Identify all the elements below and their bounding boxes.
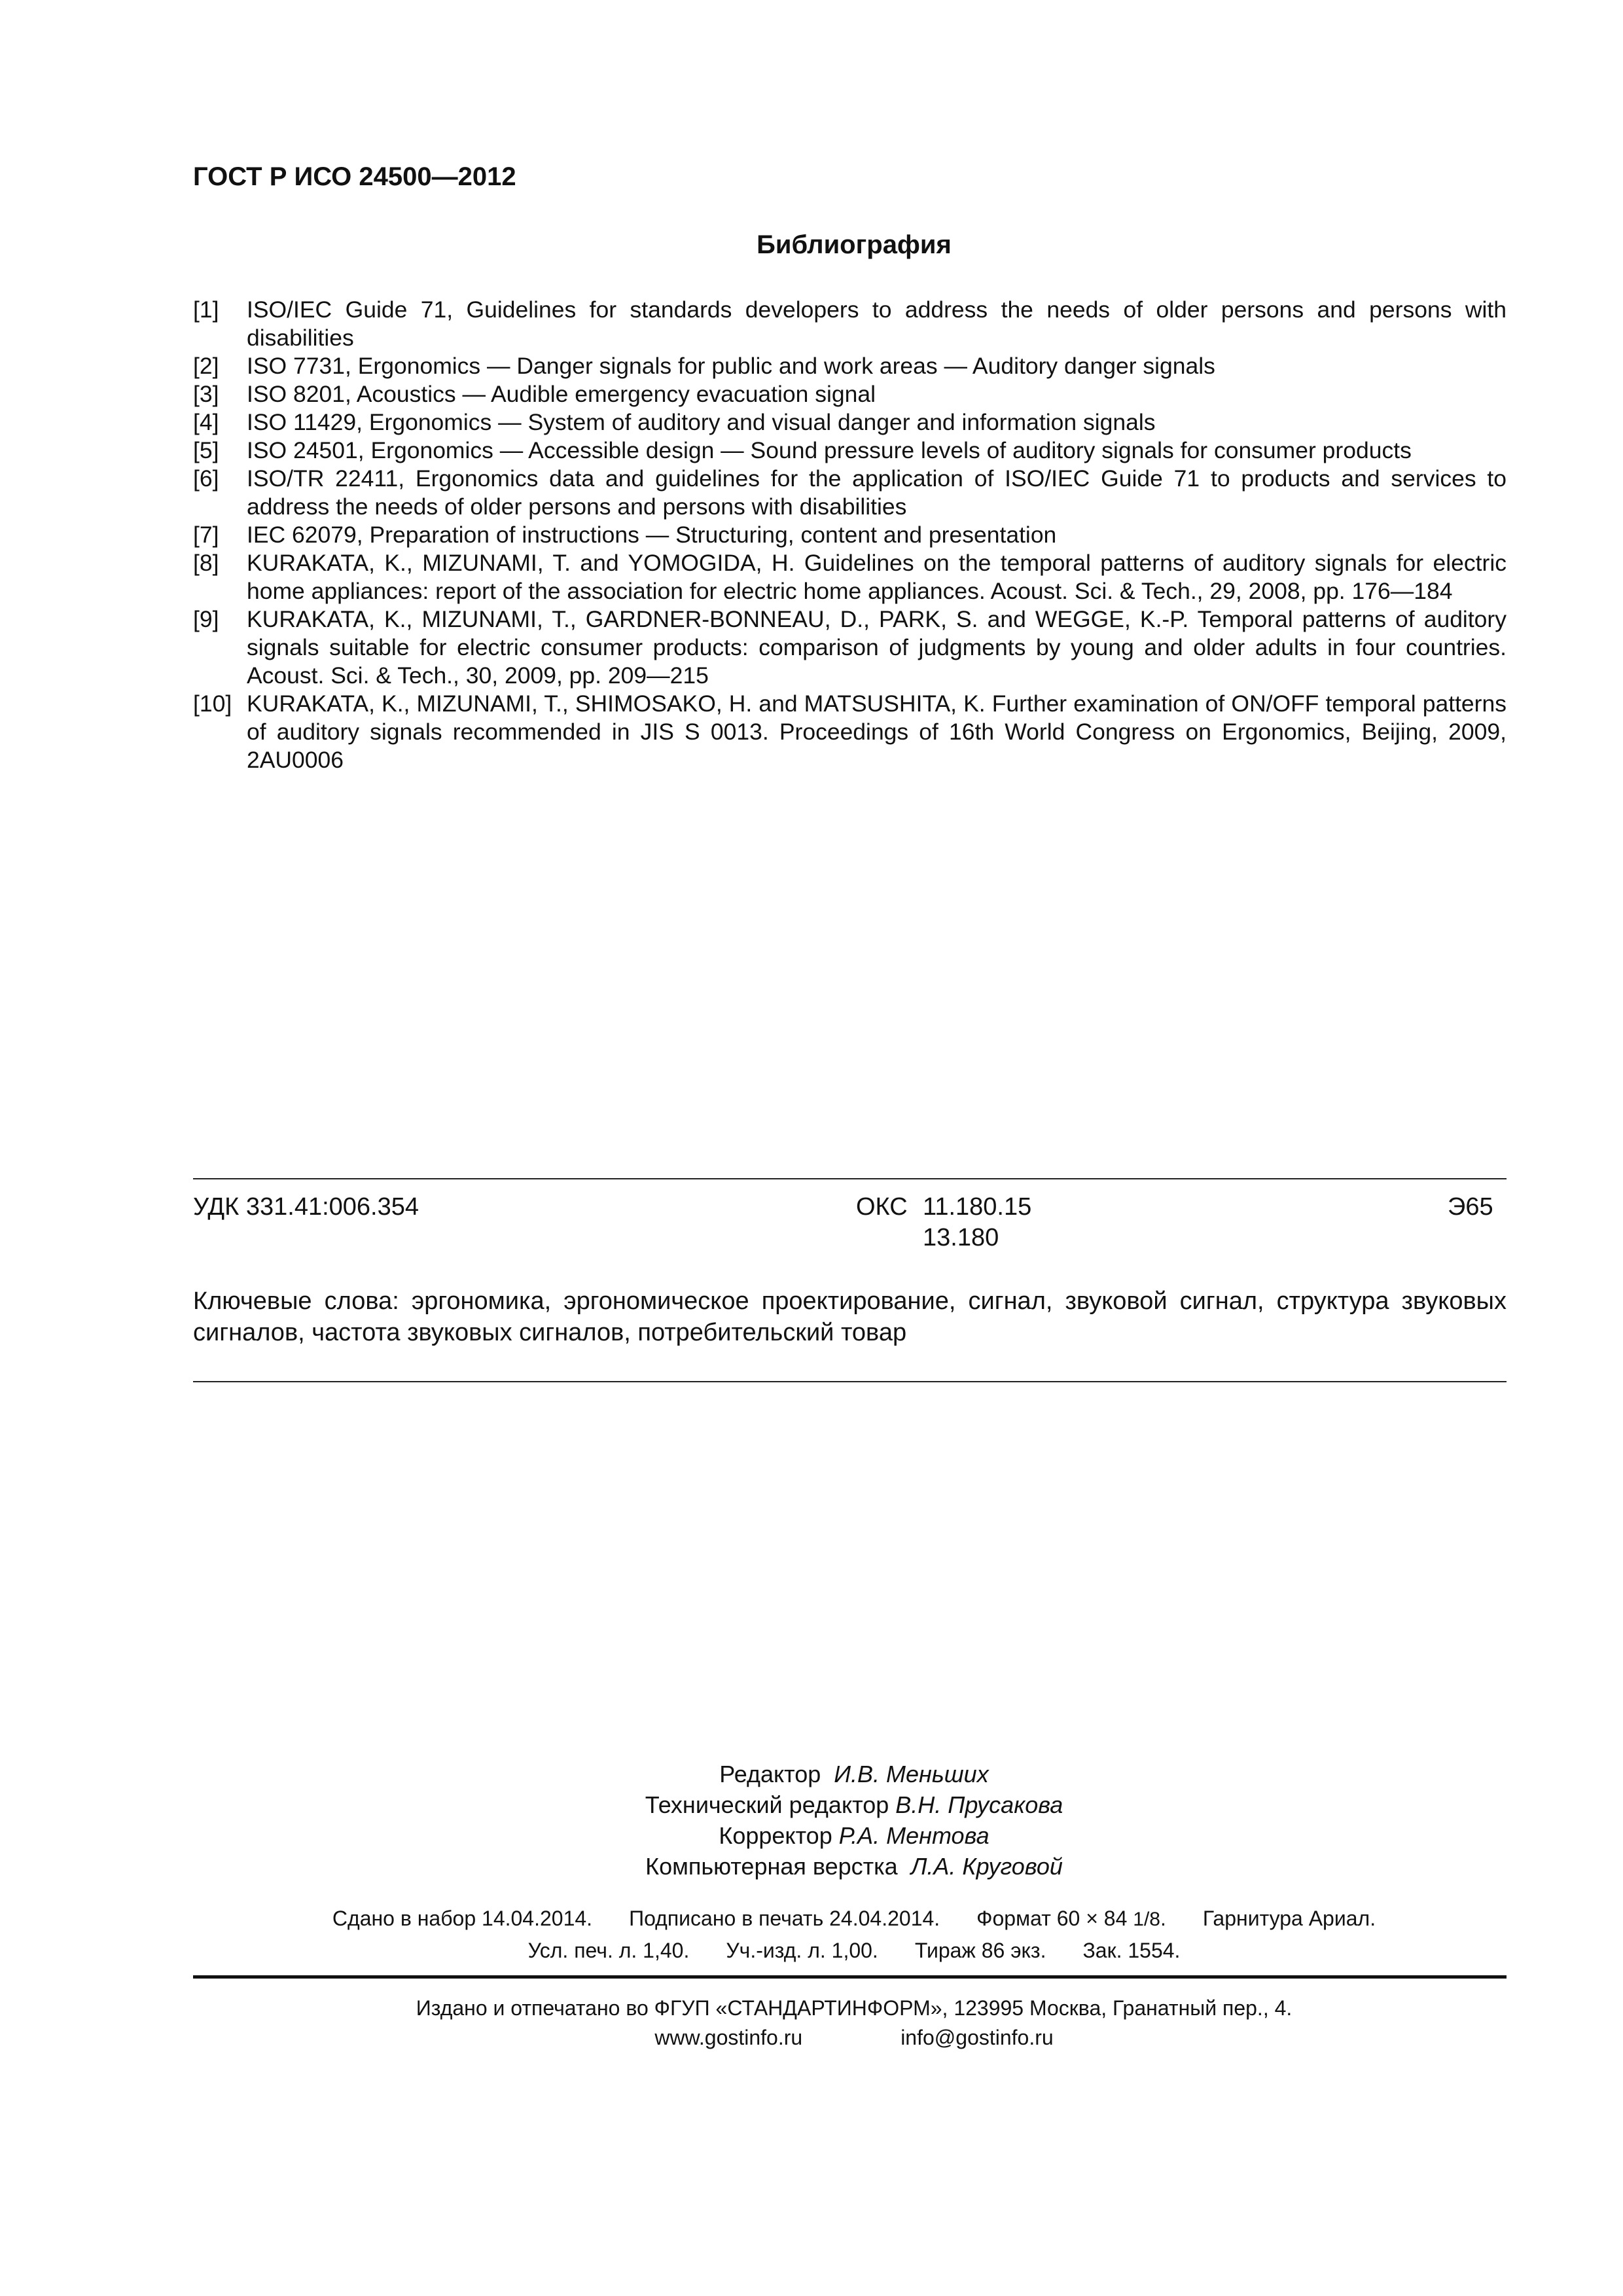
bibliography-item [193, 380, 1507, 408]
print-sheets: Усл. печ. л. 1,40. [527, 1939, 690, 1962]
print-run: Тираж 86 экз. [914, 1939, 1046, 1962]
credit-role: Редактор [719, 1761, 821, 1787]
udk-code: УДК 331.41:006.354 [193, 1193, 419, 1221]
document-code: ГОСТ Р ИСО 24500—2012 [193, 162, 516, 191]
bibliography-item [193, 352, 1507, 380]
bibliography-item-number: [1] [193, 296, 219, 323]
credit-role: Корректор [719, 1822, 832, 1849]
credit-editor [0, 1761, 1623, 1788]
credit-name: И.В. Меньших [834, 1761, 989, 1787]
oks-value: 13.180 [923, 1224, 999, 1251]
credit-name: В.Н. Прусакова [895, 1791, 1063, 1818]
bibliography-item-number: [4] [193, 409, 219, 435]
bibliography-item-text: KURAKATA, K., MIZUNAMI, T., GARDNER-BONNEAU, D., PARK, S. and WEGGE, K.-P. Temporal patterns of auditory signals suitable for electric consumer products: comparison of judgments by young and older adults in four countries. Acoust. Sci. & Tech., 30, 2009, pp. 209—215 [247, 606, 1507, 689]
bibliography-item-text: ISO/TR 22411, Ergonomics data and guidelines for the application of ISO/IEC Guide 71 to products and services to address the needs of older persons and persons with disabilities [247, 465, 1507, 520]
bibliography-item-text: ISO 7731, Ergonomics — Danger signals for public and work areas — Auditory danger signals [247, 353, 1215, 379]
bibliography-item [193, 605, 1507, 690]
typeset-date: Сдано в набор 14.04.2014. [332, 1907, 593, 1930]
bibliography-item-number: [6] [193, 465, 219, 492]
bibliography-item-number: [7] [193, 522, 219, 548]
bibliography-item-text: ISO 11429, Ergonomics — System of auditory and visual danger and information signals [247, 409, 1156, 435]
publishing-info [0, 1907, 1623, 1931]
bibliography-item-number: [9] [193, 606, 219, 632]
e-code: Э65 [1448, 1193, 1493, 1221]
email-link[interactable]: info@gostinfo.ru [901, 2026, 1054, 2049]
bibliography-item-number: [5] [193, 437, 219, 463]
oks-value: 11.180.15 [923, 1193, 1032, 1221]
bibliography-item [193, 549, 1507, 605]
typeface: Гарнитура Ариал. [1202, 1907, 1376, 1930]
paper-format: Формат 60 × 84 1/8. [976, 1907, 1166, 1930]
divider [193, 1381, 1507, 1382]
publishing-stats [0, 1939, 1623, 1963]
contacts [0, 2026, 1623, 2050]
oks-label: ОКС [856, 1193, 908, 1221]
bibliography-item [193, 408, 1507, 437]
print-date: Подписано в печать 24.04.2014. [629, 1907, 940, 1930]
bibliography-item [193, 521, 1507, 549]
credit-name: Р.А. Ментова [838, 1822, 990, 1849]
credit-layout [0, 1853, 1623, 1880]
bibliography-item-text: IEC 62079, Preparation of instructions — Structuring, content and presentation [247, 522, 1057, 548]
divider [193, 1975, 1507, 1979]
bibliography-item-text: KURAKATA, K., MIZUNAMI, T., SHIMOSAKO, H. and MATSUSHITA, K. Further examination of ON/OFF temporal patterns of auditory signals recommended in JIS S 0013. Proceedings of 16th World Congress on Ergonomics, Beijing, 2009, 2AU0006 [247, 691, 1507, 773]
bibliography-item-text: ISO 8201, Acoustics — Audible emergency evacuation signal [247, 381, 876, 407]
bibliography-list [193, 296, 1507, 774]
bibliography-item-number: [8] [193, 550, 219, 576]
bibliography-item-number: [2] [193, 353, 219, 379]
bibliography-title: Библиография [757, 230, 952, 259]
bibliography-item-number: [10] [193, 691, 232, 717]
credit-role: Компьютерная верстка [645, 1853, 898, 1880]
credit-proofreader [0, 1822, 1623, 1850]
edit-sheets: Уч.-изд. л. 1,00. [726, 1939, 878, 1962]
imprint: Издано и отпечатано во ФГУП «СТАНДАРТИНФОРМ», 123995 Москва, Гранатный пер., 4. [416, 1996, 1293, 2020]
website-link[interactable]: www.gostinfo.ru [654, 2026, 803, 2049]
format-fraction: 1/8 [1133, 1909, 1160, 1930]
keywords: Ключевые слова: эргономика, эргономическое проектирование, сигнал, звуковой сигнал, структура звуковых сигналов, частота звуковых сигналов, потребительский товар [193, 1287, 1507, 1346]
divider [193, 1178, 1507, 1179]
credit-role: Технический редактор [645, 1791, 889, 1818]
bibliography-item [193, 437, 1507, 465]
bibliography-item-text: ISO 24501, Ergonomics — Accessible design — Sound pressure levels of auditory signals for consumer products [247, 437, 1412, 463]
credit-tech-editor [0, 1791, 1623, 1819]
credit-name: Л.А. Круговой [910, 1853, 1063, 1880]
bibliography-item [193, 690, 1507, 774]
bibliography-item-number: [3] [193, 381, 219, 407]
bibliography-item-text: KURAKATA, K., MIZUNAMI, T. and YOMOGIDA, H. Guidelines on the temporal patterns of auditory signals for electric home appliances: report of the association for electric home appliances. Acoust. Sci. & Tech., 29, 2008, pp. 176—184 [247, 550, 1507, 604]
bibliography-item [193, 465, 1507, 521]
bibliography-item [193, 296, 1507, 352]
bibliography-item-text: ISO/IEC Guide 71, Guidelines for standards developers to address the needs of older persons and persons with disabilities [247, 296, 1507, 351]
order-number: Зак. 1554. [1082, 1939, 1181, 1962]
